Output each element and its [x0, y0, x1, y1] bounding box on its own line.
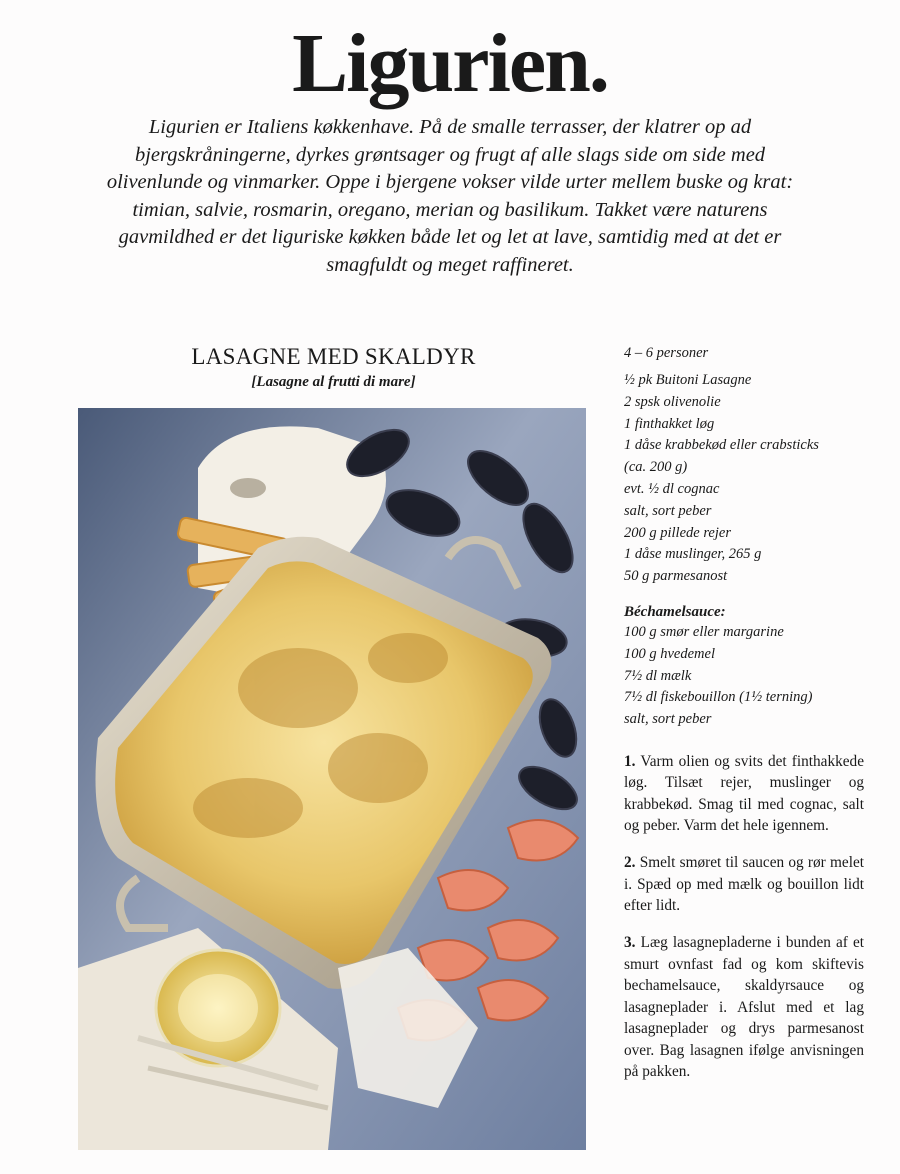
recipe-column	[624, 342, 864, 1094]
step-text: Varm olien og svits det finthakkede løg. Tilsæt rejer, muslinger og krabbekød. Smag til med cognac, salt og peber. Varm det hele igennem.	[624, 752, 864, 835]
page-title: Ligurien.	[292, 17, 608, 110]
ingredient-item: (ca. 200 g)	[624, 459, 688, 476]
lasagne-photo	[78, 408, 586, 1150]
sauce-ingredient-item: 100 g hvedemel	[624, 645, 715, 662]
recipe-subtitle: [Lasagne al frutti di mare]	[251, 374, 416, 390]
step-text: Smelt smøret til saucen og rør melet i. Spæd op med mælk og bouillon lidt efter lidt.	[624, 854, 864, 915]
steps	[624, 751, 864, 1083]
sauce-ingredient-item: salt, sort peber	[624, 711, 712, 728]
sauce-heading: Béchamelsauce:	[624, 603, 726, 620]
sauce-ingredient-item: 7½ dl mælk	[624, 667, 692, 684]
ingredient-item: 2 spsk olivenolie	[624, 393, 721, 410]
ingredient-item: 50 g parmesanost	[624, 568, 728, 585]
sauce-ingredient-item: 100 g smør eller margarine	[624, 623, 784, 640]
step-1	[624, 751, 864, 837]
intro-paragraph: Ligurien er Italiens køkkenhave. På de smalle terrasser, der klatrer op ad bjergskråningerne, dyrkes grøntsager og frugt af alle slags side om side med olivenlunde og vinmarker. Oppe i bjergene vokser vilde urter mellem buske og krat: timian, salvie, rosmarin, oregano, merian og basilikum. Takket være naturens gavmildhed er det liguriske køkken både let og let at lave, samtidig med at det er smagfuldt og meget raffineret.	[106, 116, 794, 276]
ingredient-item: 1 dåse muslinger, 265 g	[624, 546, 762, 563]
ingredient-item: 1 finthakket løg	[624, 415, 715, 432]
step-3	[624, 932, 864, 1083]
ingredient-list	[624, 370, 864, 588]
sauce-ingredient-list	[624, 622, 864, 731]
ingredient-item: ½ pk Buitoni Lasagne	[624, 372, 752, 388]
step-number: 1.	[624, 752, 636, 770]
recipe-title: LASAGNE MED SKALDYR	[191, 344, 476, 369]
ingredient-item: 200 g pillede rejer	[624, 524, 731, 541]
step-number: 2.	[624, 854, 636, 872]
ingredient-item: salt, sort peber	[624, 502, 712, 519]
step-number: 3.	[624, 934, 636, 952]
sauce-ingredient-item: 7½ dl fiskebouillon (1½ terning)	[624, 689, 813, 706]
step-2	[624, 852, 864, 917]
ingredient-item: 1 dåse krabbekød eller crabsticks	[624, 437, 819, 454]
servings: 4 – 6 personer	[624, 345, 709, 361]
step-text: Læg lasagnepladerne i bunden af et smurt ovnfast fad og kom skiftevis bechamelsauce, skaldyrsauce og lasagneplader i. Afslut med et lag lasagneplader og drys parmesanost over. Bag lasagnen ifølge anvisningen på pakken.	[624, 934, 864, 1081]
ingredient-item: evt. ½ dl cognac	[624, 480, 720, 497]
